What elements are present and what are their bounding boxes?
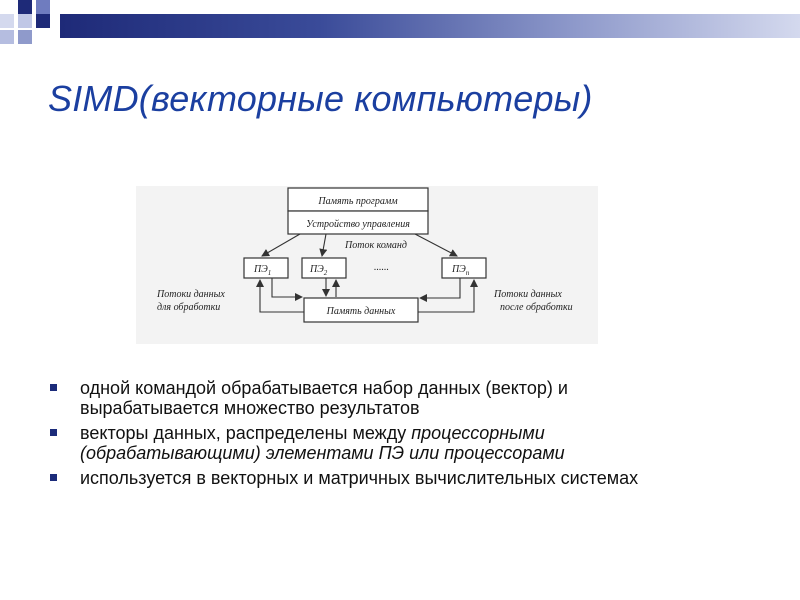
bullet-list xyxy=(50,378,710,493)
bullet-square-icon xyxy=(50,429,57,436)
pe-ellipsis: ...... xyxy=(374,262,389,273)
bullet-item xyxy=(50,378,710,418)
bullet-square-icon xyxy=(50,384,57,391)
left-data-label-1: Потоки данных xyxy=(157,289,225,300)
command-arrow-pen xyxy=(415,234,457,256)
left-data-label-2: для обработки xyxy=(157,302,221,313)
pe2-label: $ПЭ_2$ xyxy=(310,264,328,277)
bullet-text: векторы данных, распределены между xyxy=(80,423,412,443)
control-unit-label: Устройство управления xyxy=(306,219,410,230)
right-data-label-1: Потоки данных xyxy=(494,289,562,300)
data-in-arrow-pe1 xyxy=(260,280,304,312)
slide-title: SIMD(векторные компьютеры) xyxy=(48,78,593,119)
bullet-text-italic: процессорными (обрабатывающими) элементами ПЭ или процессорами xyxy=(80,423,565,463)
data-in-arrow-pen xyxy=(418,280,474,312)
bullet-text: одной командой обрабатывается набор данных (вектор) и вырабатывается множество результатов xyxy=(80,378,568,418)
right-data-label-2: после обработки xyxy=(500,302,573,313)
bullet-item xyxy=(50,468,710,488)
data-out-arrow-pe1 xyxy=(272,278,302,297)
data-out-arrow-pen xyxy=(420,278,460,298)
pen-label: $ПЭ_n$ xyxy=(452,264,470,277)
program-memory-label: Память программ xyxy=(318,196,398,207)
pe1-label: $ПЭ_1$ xyxy=(254,264,272,277)
command-stream-label: Поток команд xyxy=(345,240,407,251)
command-arrow-pe1 xyxy=(262,234,300,256)
data-memory-label: Память данных xyxy=(326,306,396,317)
command-arrow-pe2 xyxy=(322,234,326,256)
bullet-item xyxy=(50,423,710,463)
bullet-square-icon xyxy=(50,474,57,481)
bullet-text: используется в векторных и матричных вычислительных системах xyxy=(80,468,639,488)
